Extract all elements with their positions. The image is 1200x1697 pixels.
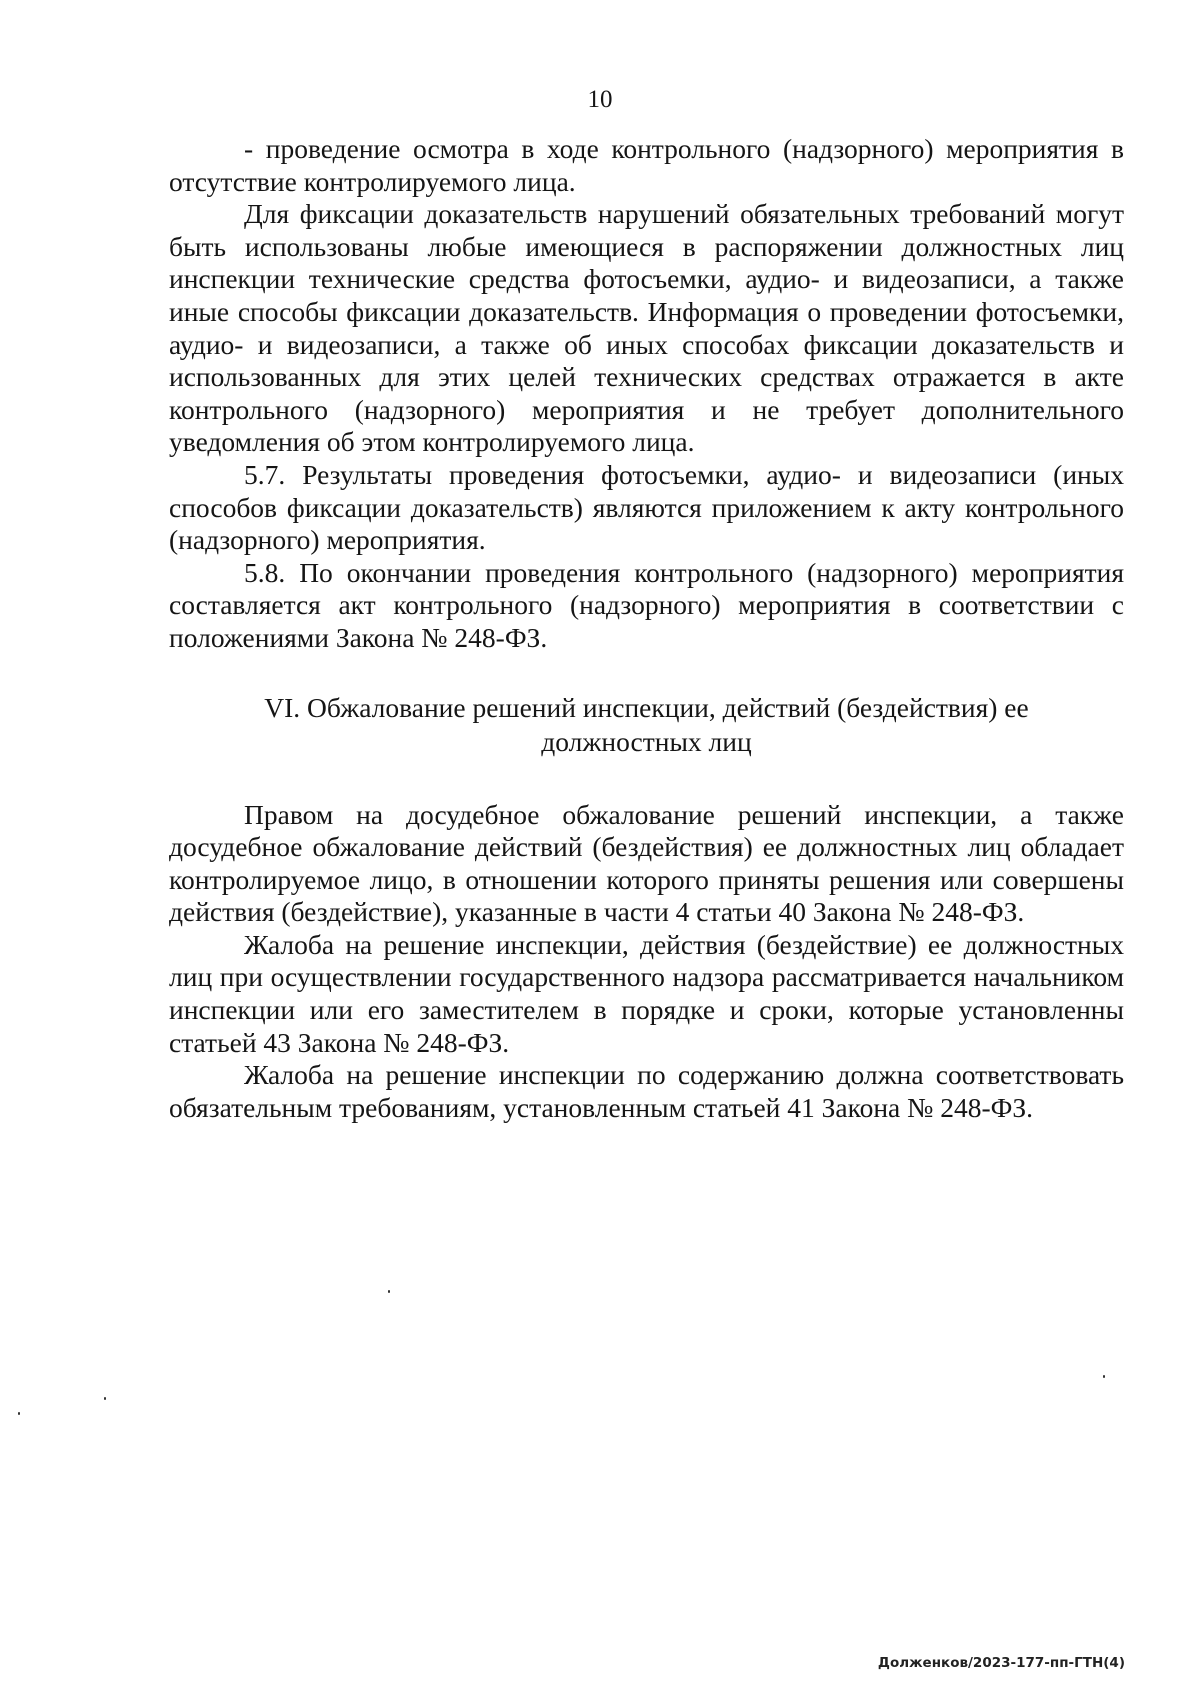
document-body (169, 133, 1124, 1124)
footer-document-code: Долженков/2023-177-пп-ГТН(4) (877, 1655, 1125, 1671)
paragraph-complaint-content: Жалоба на решение инспекции по содержанию должна соответствовать обязательным требованиям, установленным статьей 41 Закона № 248-ФЗ. (169, 1059, 1124, 1123)
paragraph-evidence-fixation: Для фиксации доказательств нарушений обязательных требований могут быть использованы любые имеющиеся в распоряжении должностных лиц инспекции технические средства фотосъемки, аудио- и видеозаписи, а также иные способы фиксации доказательств. Информация о проведении фотосъемки, аудио- и видеозаписи, а также об иных способах фиксации доказательств и использованных для этих целей технических средствах отражается в акте контрольного (надзорного) мероприятия и не требует дополнительного уведомления об этом контролируемого лица. (169, 198, 1124, 458)
paragraph-inspection-absence: - проведение осмотра в ходе контрольного (надзорного) мероприятия в отсутствие контролируемого лица. (169, 133, 1124, 197)
paragraph-complaint-review: Жалоба на решение инспекции, действия (бездействие) ее должностных лиц при осуществлении государственного надзора рассматривается начальником инспекции или его заместителем в порядке и сроки, которые установленны статьей 43 Закона № 248-ФЗ. (169, 928, 1124, 1058)
paragraph-5-7: 5.7. Результаты проведения фотосъемки, аудио- и видеозаписи (иных способов фиксации доказательств) являются приложением к акту контрольного (надзорного) мероприятия. (169, 458, 1124, 556)
paragraph-appeal-right: Правом на досудебное обжалование решений инспекции, а также досудебное обжалование действий (бездействия) ее должностных лиц обладает контролируемое лицо, в отношении которого приняты решения или совершены действия (бездействие), указанные в части 4 статьи 40 Закона № 248-ФЗ. (169, 798, 1124, 928)
scan-speck (104, 1397, 106, 1400)
scan-speck (388, 1290, 390, 1293)
paragraph-5-8: 5.8. По окончании проведения контрольного (надзорного) мероприятия составляется акт контрольного (надзорного) мероприятия в соответствии с положениями Закона № 248-ФЗ. (169, 556, 1124, 653)
page-number: 10 (587, 86, 613, 113)
section-heading-vi: VI. Обжалование решений инспекции, действий (бездействия) ее должностных лиц (264, 691, 1029, 757)
scan-speck (18, 1412, 20, 1415)
scan-speck (1103, 1375, 1105, 1378)
